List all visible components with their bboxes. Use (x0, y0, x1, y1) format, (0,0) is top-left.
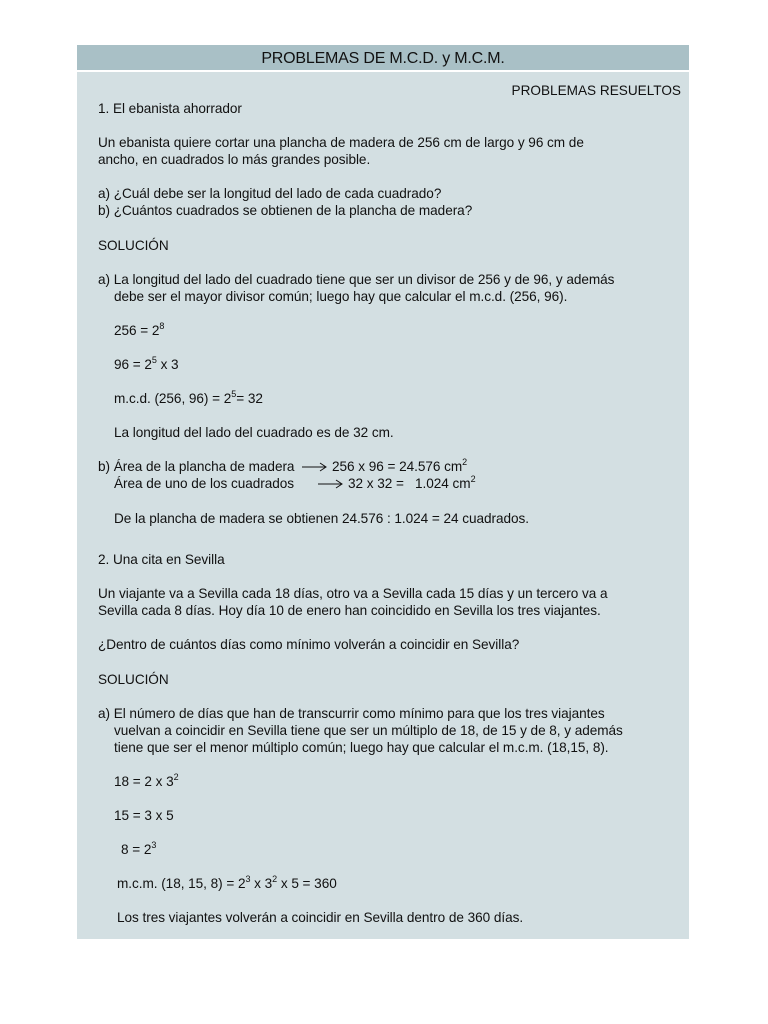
section-subtitle: PROBLEMAS RESUELTOS (511, 83, 681, 98)
exponent: 3 (245, 874, 251, 884)
problem-1-solution-heading: SOLUCIÓN (98, 238, 169, 253)
problem-2-answer-line-1: a) El número de días que han de transcurrir como mínimo para que los tres viajantes (98, 706, 605, 721)
meeting-days-result: Los tres viajantes volverán a coincidir en Sevilla dentro de 360 días. (117, 910, 524, 925)
formula-text: m.c.m. (18, 15, 8) = 2 (117, 876, 246, 891)
area-label: Área de uno de los cuadrados (114, 476, 294, 491)
area-value: 256 x 96 = 24.576 cm (332, 459, 463, 474)
exponent: 2 (470, 474, 476, 484)
problem-2-answer-line-2: vuelvan a coincidir en Sevilla tiene que ser un múltiplo de 18, de 15 y de 8, y además (114, 723, 623, 738)
mcm-result (117, 875, 337, 892)
formula-text: 18 = 2 x 3 (114, 774, 174, 789)
formula-text: 8 = 2 (121, 842, 152, 857)
exponent: 2 (272, 874, 278, 884)
area-label: b) Área de la plancha de madera (98, 459, 295, 474)
formula-text: m.c.d. (256, 96) = 2 (114, 391, 232, 406)
square-side-result: La longitud del lado del cuadrado es de 32 cm. (114, 425, 394, 440)
page-title: PROBLEMAS DE M.C.D. y M.C.M. (261, 50, 505, 67)
problem-1-statement-line-2: ancho, en cuadrados lo más grandes posible. (98, 152, 371, 167)
right-arrow-icon (318, 479, 344, 489)
problem-1-question-a: a) ¿Cuál debe ser la longitud del lado de cada cuadrado? (98, 186, 442, 201)
factorization-18 (114, 773, 179, 790)
problem-1-answer-a-line-2: debe ser el mayor divisor común; luego hay que calcular el m.c.d. (256, 96). (114, 289, 568, 304)
factorization-256 (114, 322, 164, 339)
worksheet-panel (77, 45, 689, 939)
formula-text: 96 = 2 (114, 357, 152, 372)
problem-2-answer-line-3: tiene que ser el menor múltiplo común; luego hay que calcular el m.c.m. (18,15, 8). (114, 740, 609, 755)
mcd-result (114, 390, 263, 407)
exponent: 8 (159, 321, 165, 331)
problem-1-answer-a-line-1: a) La longitud del lado del cuadrado tiene que ser un divisor de 256 y de 96, y además (98, 272, 615, 287)
factorization-96 (114, 356, 179, 373)
problem-1-question-b: b) ¿Cuántos cuadrados se obtienen de la plancha de madera? (98, 203, 473, 218)
problem-2-statement-line-2: Sevilla cada 8 días. Hoy día 10 de enero han coincidido en Sevilla los tres viajantes. (98, 603, 601, 618)
area-value: 32 x 32 = 1.024 cm (348, 476, 471, 491)
exponent: 2 (173, 772, 179, 782)
formula-text: x 3 (156, 357, 179, 372)
formula-text: x 3 (250, 876, 273, 891)
factorization-8 (121, 841, 156, 858)
squares-count-result: De la plancha de madera se obtienen 24.576 : 1.024 = 24 cuadrados. (114, 511, 530, 526)
exponent: 5 (231, 389, 237, 399)
formula-text: 256 = 2 (114, 323, 160, 338)
problem-2-title: 2. Una cita en Sevilla (98, 552, 225, 567)
problem-1-title: 1. El ebanista ahorrador (98, 101, 242, 116)
area-square-line (114, 475, 476, 492)
problem-2-question: ¿Dentro de cuántos días como mínimo volverán a coincidir en Sevilla? (98, 637, 520, 652)
exponent: 3 (151, 840, 157, 850)
problem-1-statement-line-1: Un ebanista quiere cortar una plancha de madera de 256 cm de largo y 96 cm de (98, 135, 584, 150)
factorization-15: 15 = 3 x 5 (114, 808, 174, 823)
exponent: 2 (462, 457, 468, 467)
formula-text: = 32 (236, 391, 263, 406)
problem-2-statement-line-1: Un viajante va a Sevilla cada 18 días, otro va a Sevilla cada 15 días y un tercero va a (98, 586, 608, 601)
exponent: 5 (151, 355, 157, 365)
formula-text: x 5 = 360 (277, 876, 337, 891)
title-bar (77, 45, 689, 72)
area-plank-line (98, 458, 467, 475)
right-arrow-icon (302, 462, 328, 472)
problem-2-solution-heading: SOLUCIÓN (98, 672, 169, 687)
